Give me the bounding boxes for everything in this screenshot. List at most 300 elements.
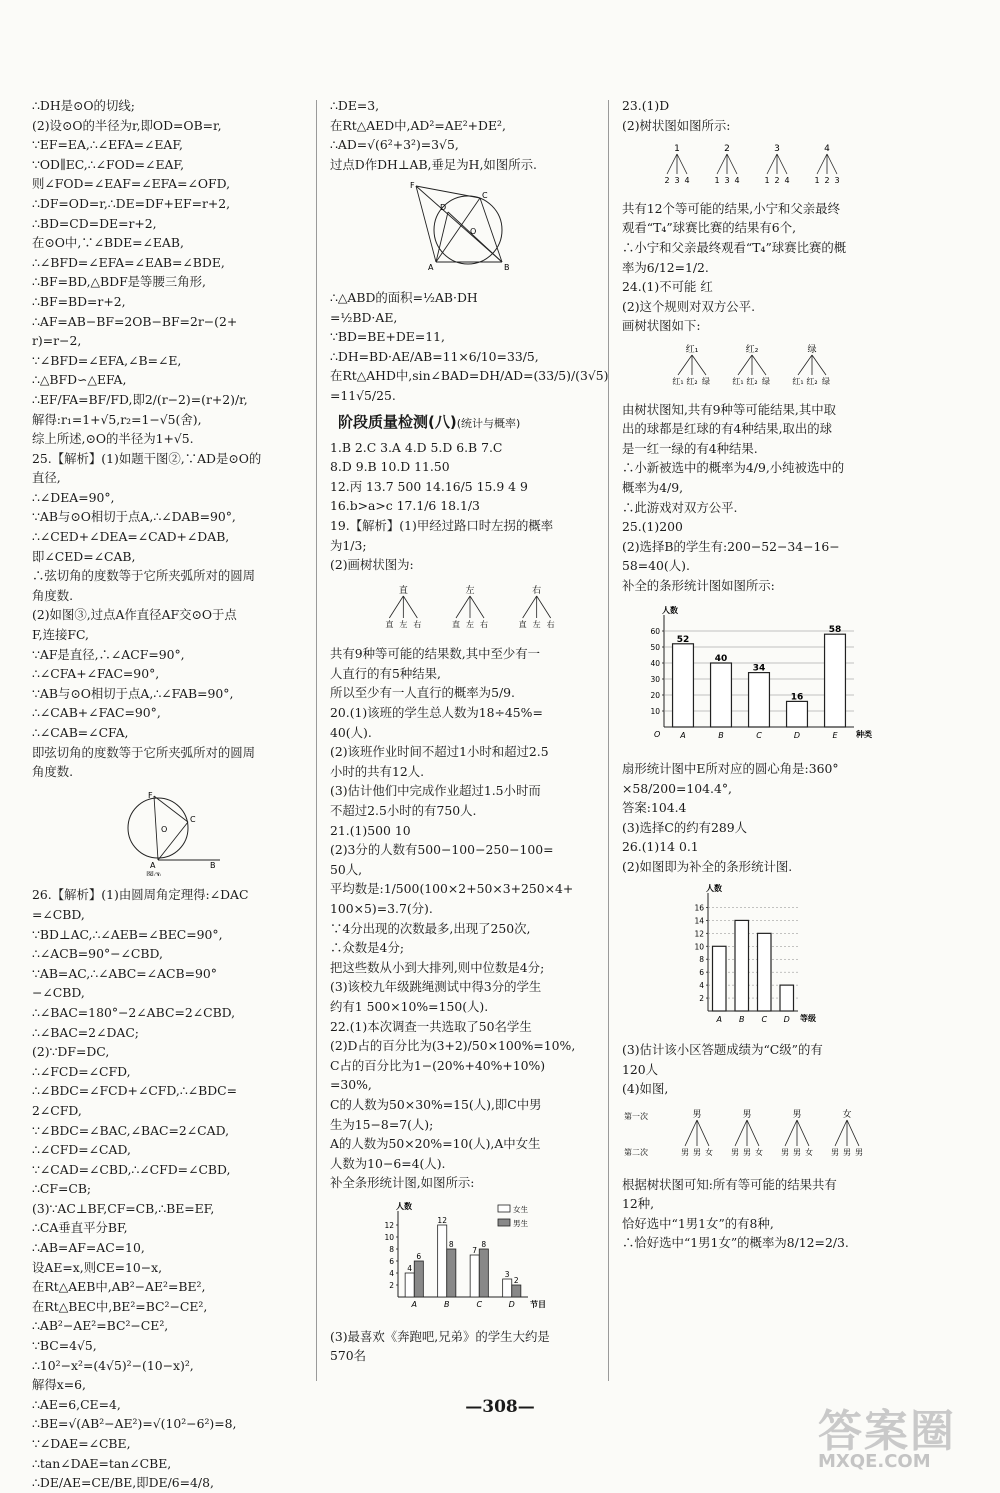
tree-leaf: 红₂ [746, 376, 758, 386]
tree-root: 红₁ [685, 344, 699, 355]
tree-branch [692, 355, 706, 375]
text-line: 扇形统计图中E所对应的圆心角是:360° [622, 761, 839, 777]
text-line: 在Rt△AEB中,AB²−AE²=BE², [32, 1279, 206, 1295]
tree-leaf: 男 [693, 1148, 701, 1157]
text-line: ∴∠CFD=∠CAD, [32, 1142, 131, 1158]
text-line: ∵BD⊥AC,∴∠AEB=∠BEC=90°, [32, 926, 223, 942]
axis-origin: O [654, 730, 661, 740]
bar [780, 985, 794, 1011]
tree-branch [717, 154, 727, 174]
svg-text:O: O [470, 227, 477, 237]
tree-diagram-23 [622, 139, 884, 195]
y-tick-label: 10 [384, 1232, 394, 1242]
text-line: 补全的条形统计图如图所示: [622, 577, 775, 593]
x-tick-label: C [761, 1014, 768, 1024]
tree-leaf: 男 [855, 1148, 863, 1157]
x-axis-label: 种类 [856, 730, 872, 740]
text-line: (2)树状图如图所示: [622, 117, 731, 133]
bar [711, 663, 732, 727]
y-tick-label: 10 [650, 707, 660, 717]
text-line: (2)选择B的学生有:200−52−34−16− [622, 538, 840, 554]
text-line: r)=r−2, [32, 333, 82, 349]
text-line: 小时的共有12人. [330, 763, 425, 779]
text-line: 在Rt△AHD中,sin∠BAD=DH/AD=(33/5)/(3√5) [330, 368, 609, 384]
text-line: 率为6/12=1/2. [622, 259, 709, 275]
tree-branch [389, 596, 403, 618]
text-line: 在⊙O中,∵∠BDE=∠EAB, [32, 235, 184, 251]
y-tick-label: 8 [699, 954, 704, 964]
column-divider [608, 100, 609, 1381]
tree-leaf: 左 [532, 619, 541, 629]
svg-text:F: F [410, 181, 415, 191]
tree-leaf: 右 [413, 619, 422, 629]
tree-leaf: 直 [518, 619, 527, 629]
text-line: 解得:r₁=1+√5,r₂=1−√5(舍), [32, 411, 202, 427]
text-line: 2∠CFD, [32, 1102, 82, 1118]
text-line: 58=40(人). [622, 558, 690, 574]
text-line: ∴小宁和父亲最终观看“T₄”球赛比赛的概 [622, 239, 847, 255]
text-line: 观看“T₄”球赛比赛的结果有6个, [622, 220, 797, 236]
tree-leaf: 女 [705, 1148, 713, 1157]
tree-leaf: 3 [724, 176, 730, 186]
text-line: 120人 [622, 1061, 659, 1077]
legend-label: 女生 [513, 1204, 528, 1214]
text-line: A的人数为50×20%=10(人),A中女生 [330, 1136, 541, 1152]
text-line: 100×5)=3.7(分). [330, 901, 433, 916]
tree-leaf: 女 [805, 1148, 813, 1157]
text-line: ∴此游戏对双方公平. [622, 499, 738, 515]
text-line: ∵EF=EA,∴∠EFA=∠EAF, [32, 137, 183, 153]
x-tick-label: C [476, 1299, 483, 1309]
text-line: ∴10²−x²=(4√5)²−(10−x)², [32, 1357, 194, 1373]
text-line: 25.(1)200 [622, 519, 683, 535]
text-block [622, 96, 884, 135]
bar [713, 946, 727, 1011]
text-line: 共有12个等可能的结果,小宁和父亲最终 [622, 200, 840, 216]
text-line: =30%, [330, 1077, 372, 1093]
x-axis-label: 节目 [530, 1299, 546, 1309]
y-tick-label: 10 [694, 941, 704, 951]
data-label: 40 [714, 654, 728, 665]
data-label: 34 [752, 664, 766, 675]
tree-leaf: 男 [743, 1148, 751, 1157]
text-line: ∴∠CED+∠DEA=∠CAD+∠DAB, [32, 529, 230, 545]
text-line: 根据树状图可知:所有等可能的结果共有 [622, 1176, 837, 1192]
text-line: ∴弦切角的度数等于它所夹弧所对的圆周 [32, 568, 256, 584]
tree-branch [677, 154, 687, 174]
column-divider [316, 100, 317, 1381]
legend-label: 男生 [513, 1218, 528, 1228]
text-line: 19.【解析】(1)甲经过路口时左拐的概率 [330, 517, 554, 533]
y-tick-label: 2 [699, 993, 704, 1003]
text-line: ∴BE=√(AB²−AE²)=√(10²−6²)=8, [32, 1416, 237, 1432]
text-line: ×58/200=104.4°, [622, 780, 732, 796]
text-line: 26.(1)14 0.1 [622, 839, 699, 855]
text-line: ∴DF=OD=r,∴DE=DF+EF=r+2, [32, 195, 231, 211]
legend-swatch [498, 1219, 510, 1226]
tree-branch [797, 1120, 809, 1146]
data-label: 2 [513, 1275, 519, 1285]
tree-leaf: 男 [843, 1148, 851, 1157]
text-line: 不超过2.5小时的有750人. [330, 803, 477, 819]
bar-chart-25 [622, 599, 884, 755]
tree-branch [727, 154, 737, 174]
tree-leaf: 红₁ [672, 376, 684, 386]
text-line: ∴AD=√(6²+3²)=3√5, [330, 137, 459, 153]
text-line: 画树状图如下: [622, 318, 701, 334]
column-2 [330, 96, 609, 1366]
figure-circle-diagram [330, 178, 592, 284]
bar [405, 1273, 414, 1297]
text-line: 24.(1)不可能 红 [622, 279, 713, 295]
text-line: ∴AB=AF=AC=10, [32, 1240, 145, 1256]
data-label: 8 [481, 1239, 487, 1249]
text-line: =∠CBD, [32, 906, 85, 922]
tree-leaf: 1 [814, 176, 820, 186]
tree-root: 直 [398, 585, 408, 596]
svg-text:C: C [482, 191, 488, 201]
data-label: 3 [504, 1269, 510, 1279]
data-label: 16 [790, 692, 804, 703]
tree-branch [827, 154, 837, 174]
tree-leaf: 4 [684, 176, 690, 186]
tree-branch [697, 1120, 709, 1146]
y-tick-label: 16 [694, 903, 704, 913]
svg-text:D: D [440, 203, 447, 213]
y-tick-label: 30 [650, 675, 660, 685]
tree-root: 2 [724, 144, 730, 155]
tree-root: 4 [824, 144, 830, 155]
x-tick-label: D [508, 1299, 515, 1309]
text-line: ∴CA垂直平分BF, [32, 1220, 128, 1236]
text-line: −∠CBD, [32, 985, 85, 1001]
page-number: —308— [465, 1397, 535, 1417]
text-line: 21.(1)500 10 [330, 822, 411, 838]
tree-leaf: 男 [781, 1148, 789, 1157]
text-line: (3)估计他们中完成作业超过1.5小时而 [330, 783, 541, 799]
y-tick-label: 20 [650, 691, 660, 701]
text-line: ∴∠DEA=90°, [32, 489, 115, 505]
text-line: C占的百分比为1−(20%+40%+10%) [330, 1057, 546, 1073]
tree-leaf: 红₂ [686, 376, 698, 386]
text-block [622, 400, 884, 596]
text-line: 23.(1)D [622, 98, 670, 113]
y-tick-label: 12 [384, 1220, 394, 1230]
text-line: 在Rt△BEC中,BE²=BC²−CE², [32, 1298, 208, 1314]
tree-root: 3 [774, 144, 780, 155]
text-block [330, 1327, 592, 1366]
text-line: 570名 [330, 1348, 367, 1364]
y-axis-label: 人数 [662, 606, 678, 616]
data-label: 58 [828, 625, 842, 636]
tree-root: 男 [742, 1110, 752, 1120]
svg-text:C: C [190, 814, 196, 824]
y-axis-label: 人数 [396, 1201, 412, 1211]
text-line: (3)估计该小区答题成绩为“C级”的有 [622, 1042, 823, 1058]
text-line: (2)这个规则对双方公平. [622, 298, 756, 314]
tree-leaf: 女 [755, 1148, 763, 1157]
y-tick-label: 6 [389, 1256, 394, 1266]
text-line: 设AE=x,则CE=10−x, [32, 1259, 163, 1275]
tree-branch [747, 1120, 759, 1146]
text-line: ∵∠DAE=∠CBE, [32, 1436, 131, 1451]
text-line: ∵AF是直径,∴∠ACF=90°, [32, 646, 185, 662]
svg-text:A: A [428, 263, 434, 273]
y-tick-label: 14 [694, 916, 704, 926]
text-line: 12种, [622, 1196, 655, 1212]
text-line: ∴∠CFA+∠FAC=90°, [32, 666, 160, 682]
tree-branch [767, 154, 777, 174]
text-line: 人直行的有5种结果, [330, 665, 441, 681]
text-line: 恰好选中“1男1女”的有8种, [622, 1215, 774, 1231]
bar-chart-26 [622, 881, 884, 1037]
tree-leaf: 男 [681, 1148, 689, 1157]
tree-leaf: 绿 [702, 376, 710, 386]
y-tick-label: 8 [389, 1244, 394, 1254]
text-line: ∴DH是⊙O的切线; [32, 98, 135, 113]
tree-root: 红₂ [745, 344, 759, 355]
text-block [330, 438, 592, 575]
tree-leaf: 4 [784, 176, 790, 186]
tree-leaf: 3 [834, 176, 840, 186]
text-line: ∴∠CAB=∠CFA, [32, 725, 129, 740]
text-line: 概率为4/9, [622, 479, 684, 495]
text-line: (3)该校九年级跳绳测试中得3分的学生 [330, 979, 542, 995]
text-line: 即弦切角的度数等于它所夹弧所对的圆周 [32, 744, 256, 760]
text-line: (2)画树状图为: [330, 557, 414, 573]
text-line: 角度数. [32, 764, 74, 780]
column-1 [32, 96, 294, 1493]
data-label: 12 [437, 1215, 447, 1225]
tree-root: 男 [692, 1110, 702, 1120]
y-tick-label: 6 [699, 967, 704, 977]
data-label: 52 [676, 635, 690, 646]
tree-root: 绿 [807, 344, 817, 355]
tree-leaf: 1 [764, 176, 770, 186]
text-line: ∵BD=BE+DE=11, [330, 329, 445, 345]
data-label: 4 [407, 1263, 413, 1273]
tree-leaf: 左 [466, 619, 474, 629]
bar [749, 673, 770, 727]
bar [479, 1249, 488, 1297]
x-tick-label: A [716, 1014, 722, 1024]
tree-branch [735, 1120, 747, 1146]
legend-swatch [498, 1205, 510, 1212]
bar [787, 702, 808, 728]
text-line: ∴△BFD∽△EFA, [32, 372, 127, 388]
x-tick-label: B [739, 1014, 745, 1024]
tree-leaf: 直 [385, 619, 394, 629]
text-line: 答案:104.4 [622, 800, 687, 816]
text-line: 为1/3; [330, 537, 367, 553]
text-line: 即∠CED=∠CAB, [32, 548, 136, 564]
tree-branch [817, 154, 827, 174]
tree-leaf: 红₁ [792, 376, 804, 386]
text-line: ∴∠CAB+∠FAC=90°, [32, 705, 161, 721]
tree-branch [523, 596, 537, 618]
svg-text:B: B [210, 860, 216, 870]
tree-leaf: 红₂ [806, 376, 818, 386]
text-line: (2)该班作业时间不超过1小时和超过2.5 [330, 744, 549, 760]
text-line: ∴AE=6,CE=4, [32, 1396, 121, 1412]
text-line: ∴∠BDC=∠FCD+∠CFD,∴∠BDC= [32, 1083, 238, 1099]
bar [673, 644, 694, 727]
figure-caption: 图③ [146, 870, 162, 876]
text-line: ∴∠ACB=90°−∠CBD, [32, 946, 163, 962]
tree-leaf: 男 [793, 1148, 801, 1157]
text-line: ∴DE=3, [330, 98, 380, 113]
tree-leaf: 4 [734, 176, 740, 186]
data-label: 8 [448, 1239, 454, 1249]
data-label: 7 [472, 1245, 478, 1255]
y-tick-label: 4 [699, 980, 704, 990]
y-tick-label: 12 [694, 928, 704, 938]
text-line: ∴BD=CD=DE=r+2, [32, 215, 157, 231]
text-line: 50人, [330, 861, 363, 877]
tree-leaf: 绿 [822, 376, 830, 386]
text-line: C的人数为50×30%=15(人),即C中男 [330, 1096, 542, 1112]
text-line: (4)如图, [622, 1081, 669, 1097]
text-line: ∴小新被选中的概率为4/9,小纯被选中的 [622, 460, 845, 476]
text-block [330, 96, 592, 174]
tree-leaf: 男 [731, 1148, 739, 1157]
text-line: ∴∠BAC=2∠DAC; [32, 1024, 139, 1040]
text-line: ∵BC=4√5, [32, 1338, 97, 1354]
x-tick-label: E [832, 731, 838, 741]
text-line: 过点D作DH⊥AB,垂足为H,如图所示. [330, 156, 537, 172]
text-line: ∴EF/FA=BF/FD,即2/(r−2)=(r+2)/r, [32, 391, 248, 407]
text-line: ∴BF=BD,△BDF是等腰三角形, [32, 274, 206, 290]
text-line: 20.(1)该班的学生总人数为18÷45%= [330, 705, 543, 721]
y-tick-label: 50 [650, 643, 660, 653]
text-line: (2)∵DF=DC, [32, 1044, 110, 1060]
tree-root: 女 [842, 1110, 852, 1120]
text-line: (2)设⊙O的半径为r,即OD=OB=r, [32, 117, 222, 133]
text-line: =½BD·AE, [330, 309, 398, 325]
text-line: 则∠FOD=∠EAF=∠EFA=∠OFD, [32, 176, 231, 192]
tree-row-label: 第一次 [624, 1112, 648, 1121]
bar [470, 1255, 479, 1297]
text-line: ∴DE/AE=CE/BE,即DE/6=4/8, [32, 1475, 214, 1491]
text-line: 25.【解析】(1)如题干图②,∵AD是⊙O的 [32, 450, 262, 466]
svg-text:A: A [150, 860, 156, 870]
bar [825, 635, 846, 728]
tree-root: 1 [674, 144, 680, 155]
text-line: 综上所述,⊙O的半径为1+√5. [32, 431, 194, 447]
text-block [622, 759, 884, 877]
text-line: 直径, [32, 470, 61, 486]
x-tick-label: C [756, 731, 762, 741]
bar [447, 1249, 456, 1297]
text-line: F,连接FC, [32, 627, 89, 643]
text-line: ∴∠BAC=180°−2∠ABC=2∠CBD, [32, 1004, 236, 1020]
tree-leaf: 红₁ [732, 376, 744, 386]
text-line: ∵∠CAD=∠CBD,∴∠CFD=∠CBD, [32, 1161, 231, 1177]
text-line: (2)如图③,过点A作直径AF交⊙O于点 [32, 607, 237, 623]
text-line: ∵AB与⊙O相切于点A,∴∠DAB=90°, [32, 509, 236, 525]
bar [503, 1279, 512, 1297]
bar [758, 933, 772, 1011]
text-line: 人数为10−6=4(人). [330, 1155, 446, 1171]
bar [735, 920, 749, 1011]
tree-leaf: 右 [546, 619, 555, 629]
y-axis-label: 人数 [706, 883, 722, 893]
x-axis-label: 等级 [800, 1013, 816, 1023]
text-line: 把这些数从小到大排列,则中位数是4分; [330, 959, 545, 975]
text-line: 40(人). [330, 724, 372, 740]
x-tick-label: B [718, 731, 724, 741]
watermark-logo: 答案圈 [818, 1406, 956, 1457]
y-tick-label: 2 [389, 1280, 394, 1290]
column-3 [622, 96, 884, 1253]
tree-root: 右 [532, 585, 542, 596]
text-line: ∵∠BFD=∠EFA,∠B=∠E, [32, 352, 182, 368]
text-line: ∴tan∠DAE=tan∠CBE, [32, 1455, 172, 1471]
text-line: ∵∠BDC=∠BAC,∠BAC=2∠CAD, [32, 1122, 230, 1138]
tree-branch [685, 1120, 697, 1146]
tree-diagram-26 [622, 1103, 884, 1171]
text-line: ∴DH=BD·AE/AB=11×6/10=33/5, [330, 348, 539, 364]
section-title: 阶段质量检测(八)(统计与概率) [338, 412, 521, 431]
text-line: (3)最喜欢《奔跑吧,兄弟》的学生大约是 [330, 1328, 550, 1344]
tree-leaf: 1 [714, 176, 720, 186]
x-tick-label: B [444, 1299, 450, 1309]
bar [438, 1225, 447, 1297]
text-block [330, 288, 609, 406]
tree-branch [847, 1120, 859, 1146]
text-line: 22.(1)本次调查一共选取了50名学生 [330, 1018, 532, 1034]
tree-leaf: 2 [824, 176, 830, 186]
y-tick-label: 60 [650, 627, 660, 637]
svg-text:F: F [148, 790, 153, 800]
text-line: (2)3分的人数有500−100−250−100= [330, 842, 554, 858]
tree-leaf: 绿 [762, 376, 770, 386]
text-line: ∴△ABD的面积=½AB·DH [330, 289, 478, 305]
text-line: 解得x=6, [32, 1377, 86, 1393]
text-line: 8.D 9.B 10.D 11.50 [330, 459, 450, 475]
tree-leaf: 3 [674, 176, 680, 186]
data-label: 6 [416, 1251, 422, 1261]
text-block [622, 1175, 884, 1253]
tree-root: 左 [465, 585, 475, 596]
svg-text:O: O [161, 824, 168, 834]
text-line: 所以至少有一人直行的概率为5/9. [330, 685, 515, 701]
tree-leaf: 左 [399, 619, 408, 629]
text-block [622, 199, 884, 336]
text-line: 补全条形统计图,如图所示: [330, 1175, 475, 1191]
text-line: (2)D占的百分比为(3+2)/50×100%=10%, [330, 1038, 576, 1054]
text-line: ∴∠FCD=∠CFD, [32, 1063, 131, 1079]
tree-diagram-19 [330, 579, 592, 641]
text-line: ∴CF=CB; [32, 1181, 92, 1197]
text-line: ∴众数是4分; [330, 940, 405, 956]
text-line: ∵4分出现的次数最多,出现了250次, [330, 920, 531, 936]
text-block [622, 1040, 884, 1099]
text-line: 共有9种等可能的结果数,其中至少有一 [330, 646, 541, 662]
tree-diagram-24 [622, 340, 884, 396]
text-line: 12.丙 13.7 500 14.16/5 15.9 4 9 [330, 478, 528, 494]
text-line: 在Rt△AED中,AD²=AE²+DE², [330, 117, 506, 133]
tree-branch [752, 355, 766, 375]
x-tick-label: D [793, 731, 801, 741]
tree-leaf: 男 [831, 1148, 839, 1157]
text-line: ∵OD∥EC,∴∠FOD=∠EAF, [32, 156, 185, 172]
bar-chart-22 [330, 1197, 592, 1323]
text-line: ∴恰好选中“1男1女”的概率为8/12=2/3. [622, 1235, 849, 1251]
tree-branch [835, 1120, 847, 1146]
x-tick-label: A [411, 1299, 417, 1309]
watermark-site: MXQE.COM [818, 1451, 931, 1472]
